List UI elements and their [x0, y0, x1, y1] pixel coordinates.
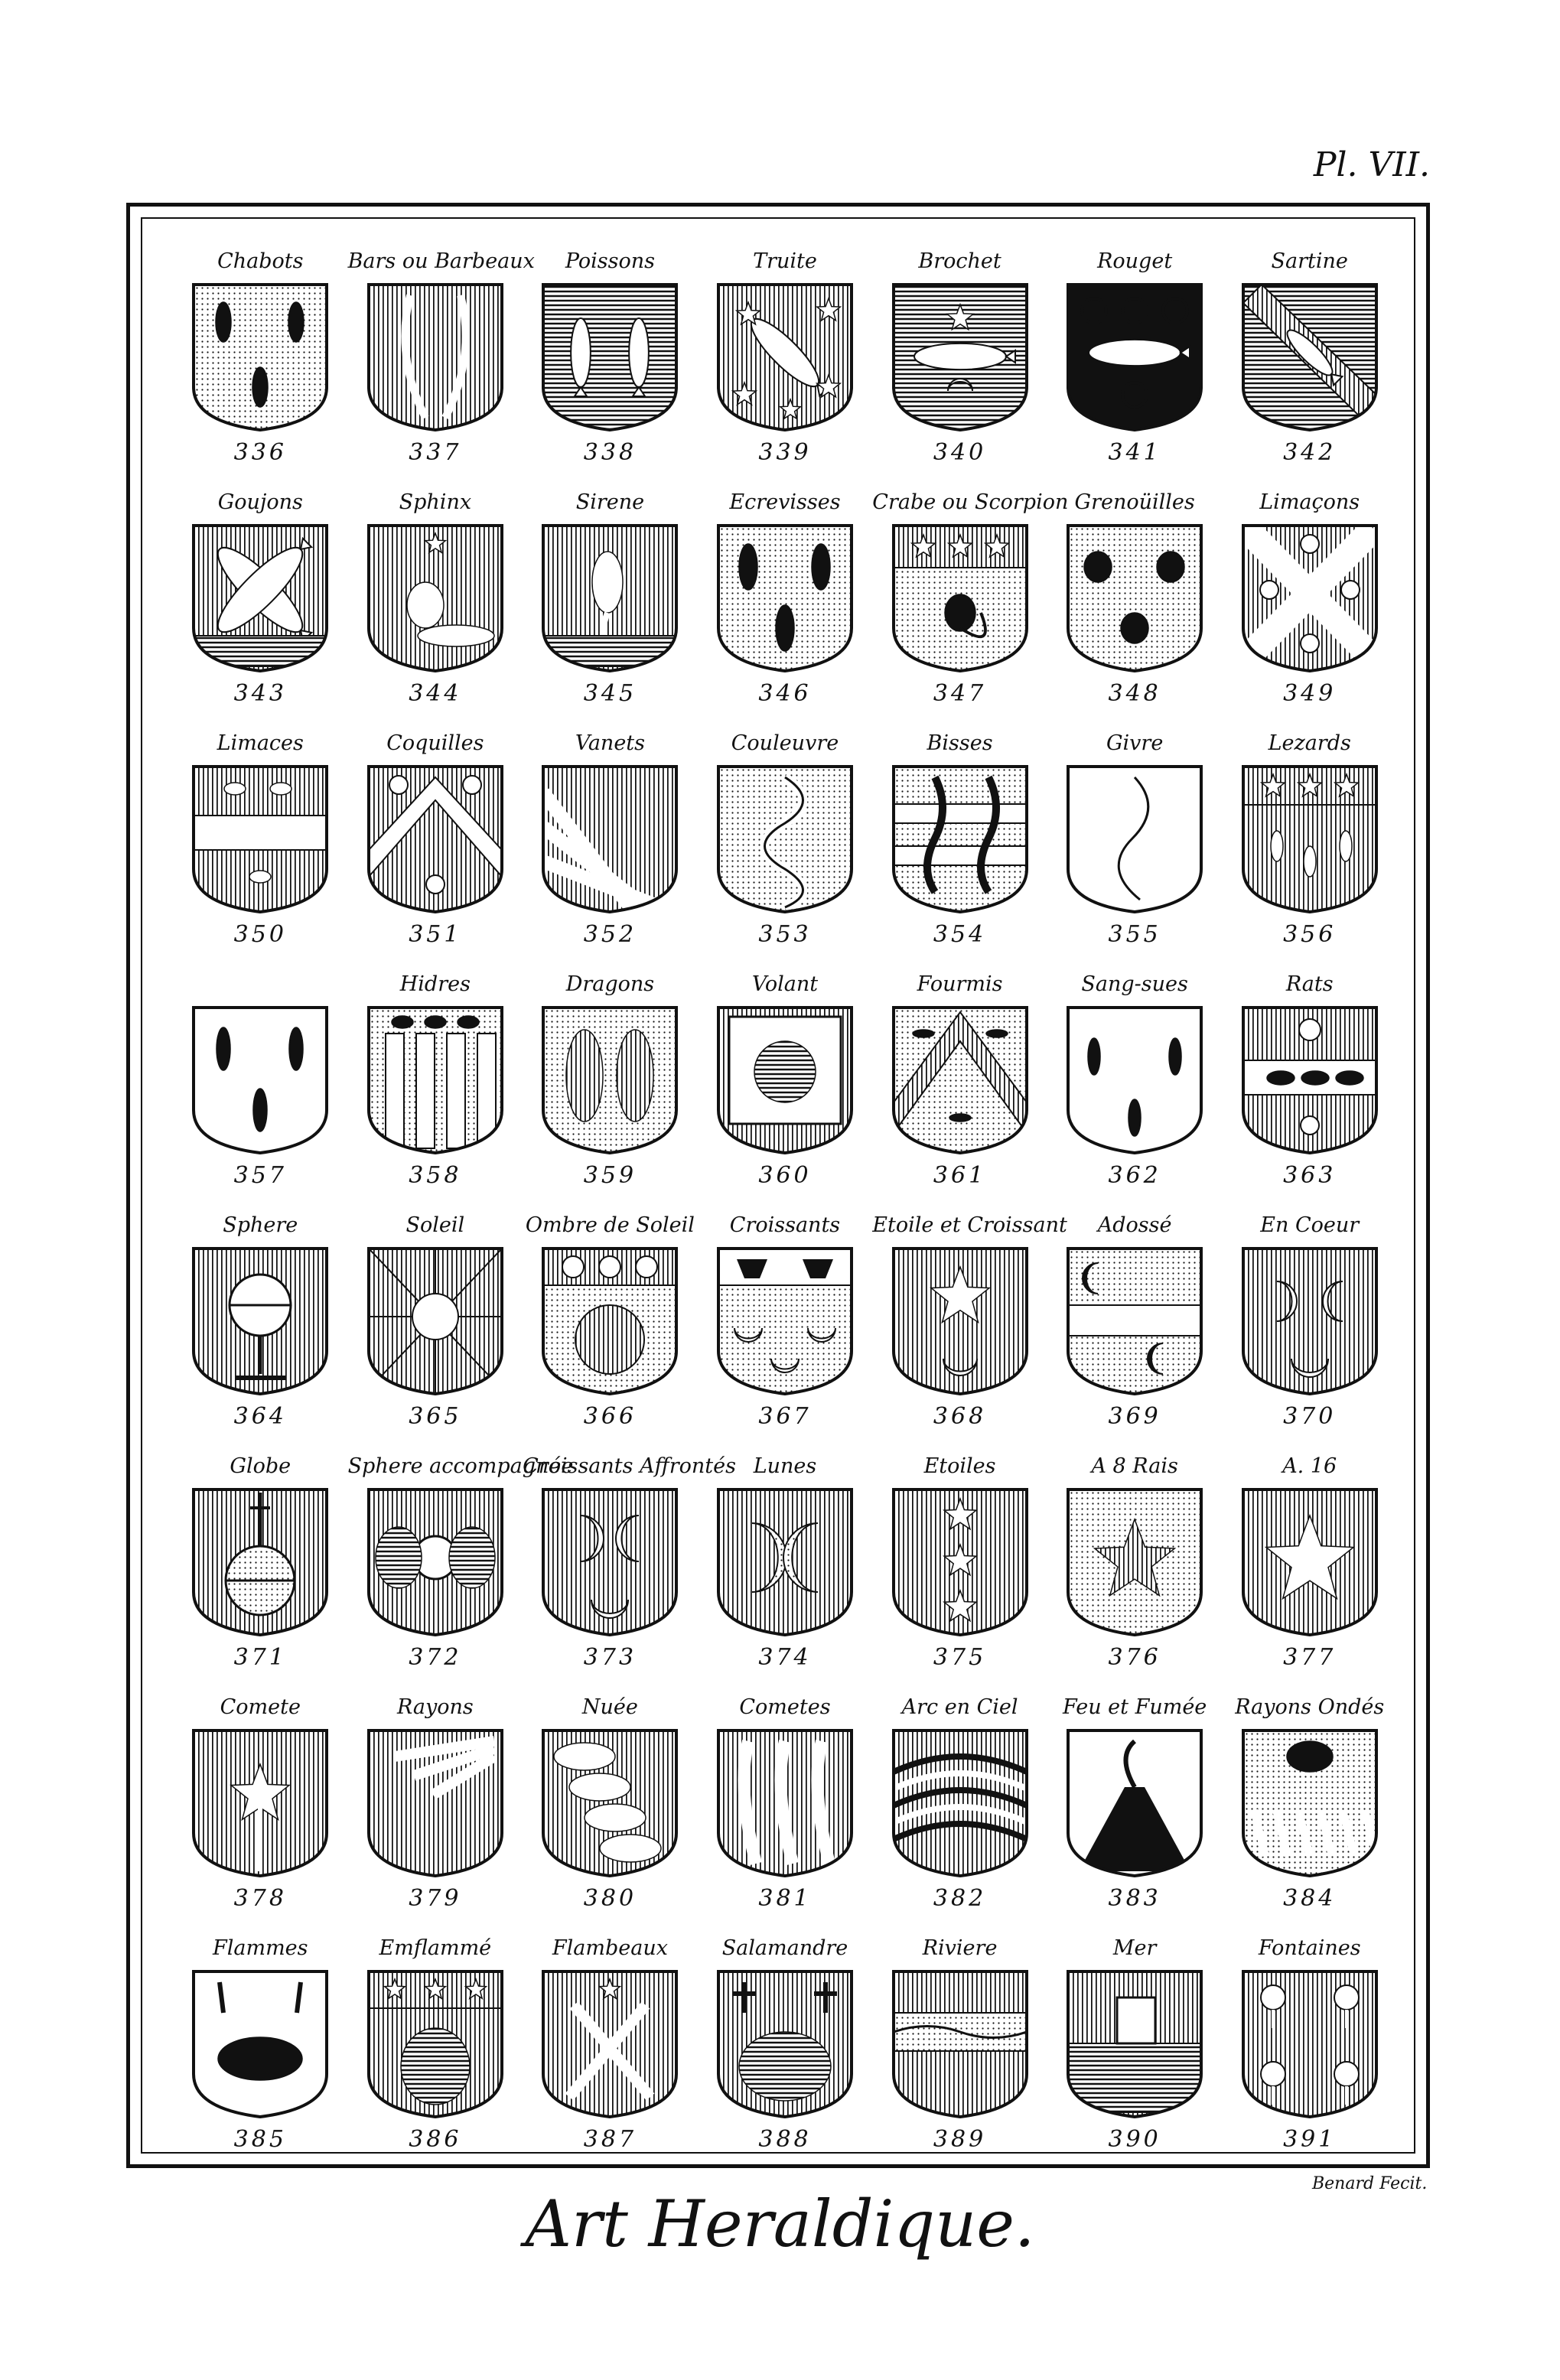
- blazon-cell: [523, 1198, 698, 1439]
- blazon-name: Crabe ou Scorpion: [872, 490, 1069, 514]
- fountains-icon: [1239, 1967, 1381, 2120]
- blazon-cell: [348, 1680, 523, 1921]
- lizards-stars-icon: [1239, 762, 1381, 915]
- blazon-number: 347: [933, 680, 987, 707]
- blazon-cell: [523, 1921, 698, 2162]
- serpents-bars-icon: [889, 762, 1031, 915]
- sphere-wings-icon: [364, 1485, 506, 1638]
- blazon-cell: [523, 1680, 698, 1921]
- givre-icon: [1063, 762, 1206, 915]
- blazon-number: 372: [409, 1644, 462, 1671]
- blazon-number: 363: [1283, 1162, 1337, 1189]
- pike-icon: [889, 280, 1031, 433]
- rouget-annulets-icon: [1063, 280, 1206, 433]
- blazon-name: Goujons: [217, 490, 303, 514]
- blazon-number: 346: [758, 680, 812, 707]
- blazon-name: Sphere: [223, 1213, 298, 1237]
- sun-gyronny-icon: [364, 1244, 506, 1397]
- blazon-cell: [872, 1680, 1047, 1921]
- blazon-name: Globe: [230, 1454, 291, 1478]
- sea-icon: [1063, 1967, 1206, 2120]
- blazon-number: 384: [1283, 1885, 1337, 1912]
- blazon-number: 391: [1283, 2126, 1337, 2153]
- moons-icon: [714, 1485, 856, 1638]
- shield-field: [894, 767, 1027, 912]
- scorpion-stars-icon: [889, 521, 1031, 674]
- blazon-cell: [698, 1439, 873, 1680]
- blazon-name: Bisses: [927, 731, 993, 755]
- blazon-name: Sirene: [575, 490, 645, 514]
- blazon-number: 382: [933, 1885, 987, 1912]
- blazon-number: 345: [583, 680, 637, 707]
- blazon-cell: [523, 1439, 736, 1680]
- shield-field: [543, 1008, 676, 1153]
- blazon-number: 354: [933, 921, 987, 948]
- blazon-cell: [872, 1439, 1047, 1680]
- crescents-chief-icon: [714, 1244, 856, 1397]
- blazon-name: A. 16: [1282, 1454, 1337, 1478]
- fish-pair-icon: [539, 280, 681, 433]
- crescents-en-coeur-icon: [1239, 1244, 1381, 1397]
- rays-icon: [364, 1726, 506, 1879]
- blazon-number: 352: [583, 921, 637, 948]
- dragons-icon: [539, 1003, 681, 1156]
- blazon-name: Sartine: [1271, 249, 1348, 273]
- eagle-rays-icon: [1239, 1726, 1381, 1879]
- blazon-number: 342: [1283, 439, 1337, 466]
- blazon-cell: [1222, 1680, 1397, 1921]
- blazon-number: 390: [1108, 2126, 1161, 2153]
- blazon-cell: [347, 1439, 574, 1680]
- blazon-cell: [872, 475, 1069, 716]
- blazon-name: En Coeur: [1260, 1213, 1360, 1237]
- river-icon: [889, 1967, 1031, 2120]
- shield-field: [718, 767, 852, 912]
- saltire-snails-icon: [1239, 521, 1381, 674]
- blazon-number: 387: [583, 2126, 637, 2153]
- blazon-cell: [1222, 1921, 1397, 2162]
- blazon-cell: [872, 957, 1047, 1198]
- blazon-number: 343: [233, 680, 287, 707]
- blazon-number: 377: [1283, 1644, 1337, 1671]
- serpent-icon: [714, 762, 856, 915]
- volcano-icon: [1063, 1726, 1206, 1879]
- blazon-number: 336: [233, 439, 287, 466]
- blazon-number: 369: [1108, 1403, 1161, 1430]
- blazon-name: Feu et Fumée: [1062, 1695, 1207, 1719]
- armillary-sphere-icon: [189, 1244, 331, 1397]
- blazon-cell: [173, 1439, 348, 1680]
- trout-stars-icon: [714, 280, 856, 433]
- blazon-number: 348: [1108, 680, 1161, 707]
- blazon-number: 353: [758, 921, 812, 948]
- cloud-icon: [539, 1726, 681, 1879]
- dragon-volant-icon: [714, 1003, 856, 1156]
- blazon-number: 355: [1108, 921, 1161, 948]
- comet-icon: [189, 1726, 331, 1879]
- blazon-number: 388: [758, 2126, 812, 2153]
- blazon-cell: [1222, 1439, 1397, 1680]
- mermaid-icon: [539, 521, 681, 674]
- blazon-number: 356: [1283, 921, 1337, 948]
- blazon-number: 338: [583, 439, 637, 466]
- blazon-name: Sphere accompagnée: [347, 1454, 574, 1478]
- blazon-name: Fontaines: [1258, 1936, 1361, 1960]
- blazon-name: Rats: [1285, 972, 1334, 996]
- star-16-icon: [1239, 1485, 1381, 1638]
- blazon-number: 339: [758, 439, 812, 466]
- blazon-cell: [698, 1680, 873, 1921]
- comets-icon: [714, 1726, 856, 1879]
- blazon-cell: [1222, 957, 1397, 1198]
- sphinx-icon: [364, 521, 506, 674]
- inner-frame: [141, 217, 1415, 2154]
- blazon-number: 359: [583, 1162, 637, 1189]
- blazon-name: Lezards: [1268, 731, 1351, 755]
- blazon-cell: [523, 957, 698, 1198]
- shield-charge: [729, 1017, 841, 1124]
- frogs-icon: [1063, 521, 1206, 674]
- blazon-cell: [698, 1921, 873, 2162]
- blazon-name: Emflammé: [379, 1936, 492, 1960]
- rainbow-icon: [889, 1726, 1031, 1879]
- blazon-number: 368: [933, 1403, 987, 1430]
- blazon-number: 371: [233, 1644, 287, 1671]
- bend-fish-icon: [1239, 280, 1381, 433]
- shield-field: [894, 1730, 1027, 1876]
- blazon-number: 337: [409, 439, 462, 466]
- chevron-ants-icon: [889, 1003, 1031, 1156]
- blazon-number: 386: [409, 2126, 462, 2153]
- blazon-name: Rayons: [396, 1695, 474, 1719]
- shield-field: [1068, 526, 1201, 671]
- blazon-number: 351: [409, 921, 462, 948]
- blazon-cell: [1047, 1439, 1223, 1680]
- blazon-cell: [348, 716, 523, 957]
- blazon-number: 380: [583, 1885, 637, 1912]
- blazon-name: Comete: [220, 1695, 301, 1719]
- blazon-number: 375: [933, 1644, 987, 1671]
- blazon-cell: [348, 957, 523, 1198]
- blazon-name: Etoiles: [923, 1454, 996, 1478]
- shield-field: [194, 285, 327, 430]
- blazon-name: Brochet: [918, 249, 1001, 273]
- blazon-name: Lunes: [753, 1454, 817, 1478]
- blazon-name: Dragons: [565, 972, 655, 996]
- crayfish-icon: [714, 521, 856, 674]
- blazon-number: 358: [409, 1162, 462, 1189]
- blazon-name: Chabots: [217, 249, 304, 273]
- rats-fess-icon: [1239, 1003, 1381, 1156]
- blazon-cell: [173, 1680, 348, 1921]
- blazon-number: 362: [1108, 1162, 1161, 1189]
- blazon-cell: [523, 475, 698, 716]
- shield-charge: [1246, 529, 1373, 659]
- blazon-number: 367: [758, 1403, 812, 1430]
- shield-field: [543, 285, 676, 430]
- blazon-cell: [1047, 1198, 1223, 1439]
- engraver-signature: Benard Fecit.: [1312, 2174, 1428, 2193]
- blazon-cell: [1047, 716, 1223, 957]
- star-crescent-icon: [889, 1244, 1031, 1397]
- bendlets-icon: [539, 762, 681, 915]
- blazon-cell: [698, 234, 873, 475]
- chevron-shells-icon: [364, 762, 506, 915]
- blazon-number: 378: [233, 1885, 287, 1912]
- blazon-cell: [698, 716, 873, 957]
- blazon-cell: [523, 234, 698, 475]
- blazon-cell: [347, 234, 535, 475]
- blazon-cell: [173, 234, 348, 475]
- blazon-number: 389: [933, 2126, 987, 2153]
- blazon-number: 381: [758, 1885, 812, 1912]
- blazon-number: 350: [233, 921, 287, 948]
- blazon-cell: [1047, 475, 1223, 716]
- blazon-name: Salamandre: [721, 1936, 848, 1960]
- blazon-cell: [1222, 475, 1397, 716]
- blazon-name: Rouget: [1097, 249, 1173, 273]
- blazon-name: Coquilles: [386, 731, 484, 755]
- blazon-number: 385: [233, 2126, 287, 2153]
- blazon-number: 370: [1283, 1403, 1337, 1430]
- blazon-name: Limaces: [217, 731, 304, 755]
- salamander-icon: [714, 1967, 856, 2120]
- blazon-cell: [1222, 716, 1397, 957]
- blazon-cell: [1222, 234, 1397, 475]
- blazon-number: 383: [1108, 1885, 1161, 1912]
- flames-stars-icon: [364, 1967, 506, 2120]
- hydras-pales-icon: [364, 1003, 506, 1156]
- blazon-cell: [173, 1921, 348, 2162]
- crescents-affronted-icon: [539, 1485, 681, 1638]
- blazon-cell: [1047, 1921, 1223, 2162]
- star-8-icon: [1063, 1485, 1206, 1638]
- blazon-number: 366: [583, 1403, 637, 1430]
- torches-icon: [539, 1967, 681, 2120]
- blazon-number: 360: [758, 1162, 812, 1189]
- blazon-name: Croissants: [729, 1213, 841, 1237]
- blazon-name: Flambeaux: [552, 1936, 668, 1960]
- blazon-cell: [348, 1198, 523, 1439]
- blazon-name: Couleuvre: [731, 731, 839, 755]
- shield-charge: [376, 1527, 495, 1588]
- blazon-number: 340: [933, 439, 987, 466]
- blazon-name: Nuée: [581, 1695, 638, 1719]
- leeches-icon: [1063, 1003, 1206, 1156]
- blazon-name: Etoile et Croissant: [872, 1213, 1067, 1237]
- blazon-cell: [872, 234, 1047, 475]
- blazon-cell: [1047, 957, 1223, 1198]
- blazon-number: 365: [409, 1403, 462, 1430]
- blazon-name: Vanets: [575, 731, 646, 755]
- fess-slugs-icon: [189, 762, 331, 915]
- blazon-name: Volant: [751, 972, 819, 996]
- blazon-cell: [872, 716, 1047, 957]
- plate-number: Pl. VII.: [1313, 145, 1430, 184]
- plate-title: Art Heraldique.: [525, 2186, 1035, 2261]
- blazon-name: Flammes: [213, 1936, 308, 1960]
- blazon-name: Grenoüilles: [1074, 490, 1195, 514]
- shield-charge: [894, 2013, 1027, 2051]
- blazon-number: 344: [409, 680, 462, 707]
- blazon-name: Cometes: [739, 1695, 831, 1719]
- blazon-name: Ecrevisses: [729, 490, 841, 514]
- blazon-name: Arc en Ciel: [901, 1695, 1018, 1719]
- blazon-number: 379: [409, 1885, 462, 1912]
- blazon-cell: [698, 1198, 873, 1439]
- blazon-name: Poissons: [565, 249, 656, 273]
- shield-grid: [173, 234, 1397, 2162]
- blazon-number: 373: [583, 1644, 637, 1671]
- blazon-name: Limaçons: [1259, 490, 1360, 514]
- saltire-fish-icon: [189, 521, 331, 674]
- blazon-name: Hidres: [399, 972, 471, 996]
- blazon-number: 361: [933, 1162, 987, 1189]
- blazon-number: 341: [1108, 439, 1161, 466]
- blazon-cell: [173, 716, 348, 957]
- blazon-cell: [348, 475, 523, 716]
- blazon-name: Rayons Ondés: [1235, 1695, 1385, 1719]
- blazon-cell: [173, 475, 348, 716]
- blazon-cell: [1222, 1198, 1397, 1439]
- blazon-number: 376: [1108, 1644, 1161, 1671]
- boar-flames-icon: [189, 1967, 331, 2120]
- blazon-name: Mer: [1112, 1936, 1157, 1960]
- engraving-frame: [126, 203, 1430, 2168]
- blazon-number: 364: [233, 1403, 287, 1430]
- crescents-adossed-icon: [1063, 1244, 1206, 1397]
- blazon-name: Truite: [753, 249, 817, 273]
- blazon-name: Adossé: [1097, 1213, 1172, 1237]
- blazon-cell: [173, 1198, 348, 1439]
- blazon-name: Sphinx: [399, 490, 472, 514]
- shield-field: [369, 285, 502, 430]
- globe-icon: [189, 1485, 331, 1638]
- blazon-name: Croissants Affrontés: [523, 1454, 736, 1478]
- blazon-cell: [173, 957, 348, 1198]
- stars-pale-icon: [889, 1485, 1031, 1638]
- blazon-name: Sang-sues: [1081, 972, 1188, 996]
- blazon-name: Ombre de Soleil: [525, 1213, 695, 1237]
- lizards-3-icon: [189, 1003, 331, 1156]
- barbel-pair-icon: [364, 280, 506, 433]
- fish-3-icon: [189, 280, 331, 433]
- blazon-name: Soleil: [405, 1213, 465, 1237]
- blazon-name: Riviere: [922, 1936, 998, 1960]
- blazon-cell: [348, 1921, 523, 2162]
- blazon-cell: [1047, 1680, 1223, 1921]
- blazon-cell: [872, 1921, 1047, 2162]
- blazon-number: 374: [758, 1644, 812, 1671]
- blazon-name: Givre: [1106, 731, 1164, 755]
- blazon-cell: [698, 957, 873, 1198]
- blazon-name: A 8 Rais: [1091, 1454, 1178, 1478]
- blazon-cell: [872, 1198, 1067, 1439]
- blazon-cell: [523, 716, 698, 957]
- blazon-name: Bars ou Barbeaux: [347, 249, 535, 273]
- blazon-cell: [1047, 234, 1223, 475]
- blazon-number: 349: [1283, 680, 1337, 707]
- blazon-number: 357: [233, 1162, 287, 1189]
- blazon-cell: [698, 475, 873, 716]
- blazon-name: Fourmis: [917, 972, 1003, 996]
- sun-roses-icon: [539, 1244, 681, 1397]
